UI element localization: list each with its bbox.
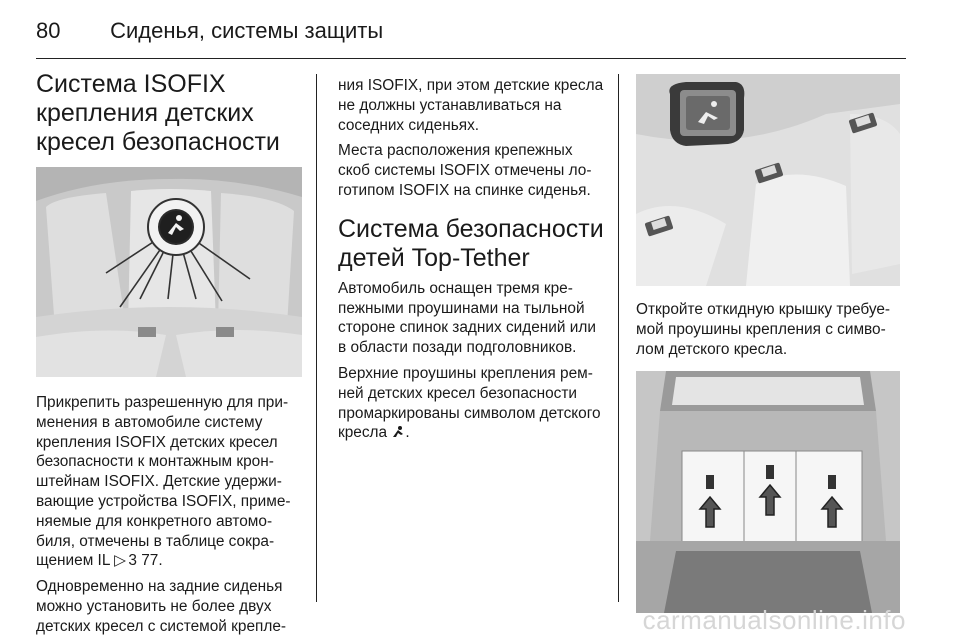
column-divider [316,74,317,602]
paragraph-text: Прикрепить разрешенную для применения в автомобиле систему крепления ISOFIX детских кресел безопасности к монтажным кронштейнам ISOFIX. Детские удерживающие устройства ISOFIX, применяемые для конкретного автомобиля, отмечены в таблице сокращением IL [36,394,291,570]
paragraph: ния ISOFIX, при этом детские кресла не должны устанавливаться на соседних сиденьях. [338,77,604,134]
child-seat-icon [391,423,405,443]
paragraph: Автомобиль оснащен тремя крепежными проушинами на тыльной стороне спинок задних сидений или в области позади подголовников. [338,279,596,357]
paragraph: Места расположения крепежных скоб системы ISOFIX отмечены логотипом ISOFIX на спинке сиденья. [338,142,592,199]
paragraph: Одновременно на задние сиденья можно установить не более двух детских кресел с системой крепле- [36,578,287,635]
page-header [36,18,383,44]
reference-arrow-icon: ▷ [114,552,126,570]
paragraph: Откройте откидную крышку требуемой проушины крепления с символом детского кресла. [636,301,891,358]
column-1 [36,70,304,643]
isofix-seat-illustration [36,167,302,377]
column-2 [338,76,606,449]
section-heading-isofix [36,70,304,157]
top-tether-anchor-illustration [636,74,900,286]
section-heading-top-tether [338,215,606,273]
heading-line: детей Top-Tether [338,243,530,272]
up-arrow-icon [820,495,844,529]
header-rule [36,58,906,59]
page-reference: 3 77. [128,552,163,570]
heading-line: Система ISOFIX [36,70,226,98]
up-arrow-icon [758,483,782,517]
isofix-anchor-icon [154,205,198,249]
column-3 [636,74,904,613]
up-arrow-icon [698,495,722,529]
section-title: Сиденья, системы защиты [110,18,384,43]
paragraph [36,393,304,571]
paragraph-text: Верхние проушины крепления ремней детских кресел безопасности промаркированы символом детского кресла [338,364,601,442]
heading-line: крепления детских [36,99,254,127]
heading-line: кресел безопасности [36,128,280,156]
page-number: 80 [36,18,61,43]
paragraph: Верхние проушины крепления ремней детских кресел безопасности промаркированы символом детского кресла . [338,364,601,442]
column-divider [618,74,619,602]
trunk-anchor-illustration [636,371,900,613]
watermark: carmanualsonline.info [642,605,906,635]
heading-line: Система безопасности [338,214,604,243]
